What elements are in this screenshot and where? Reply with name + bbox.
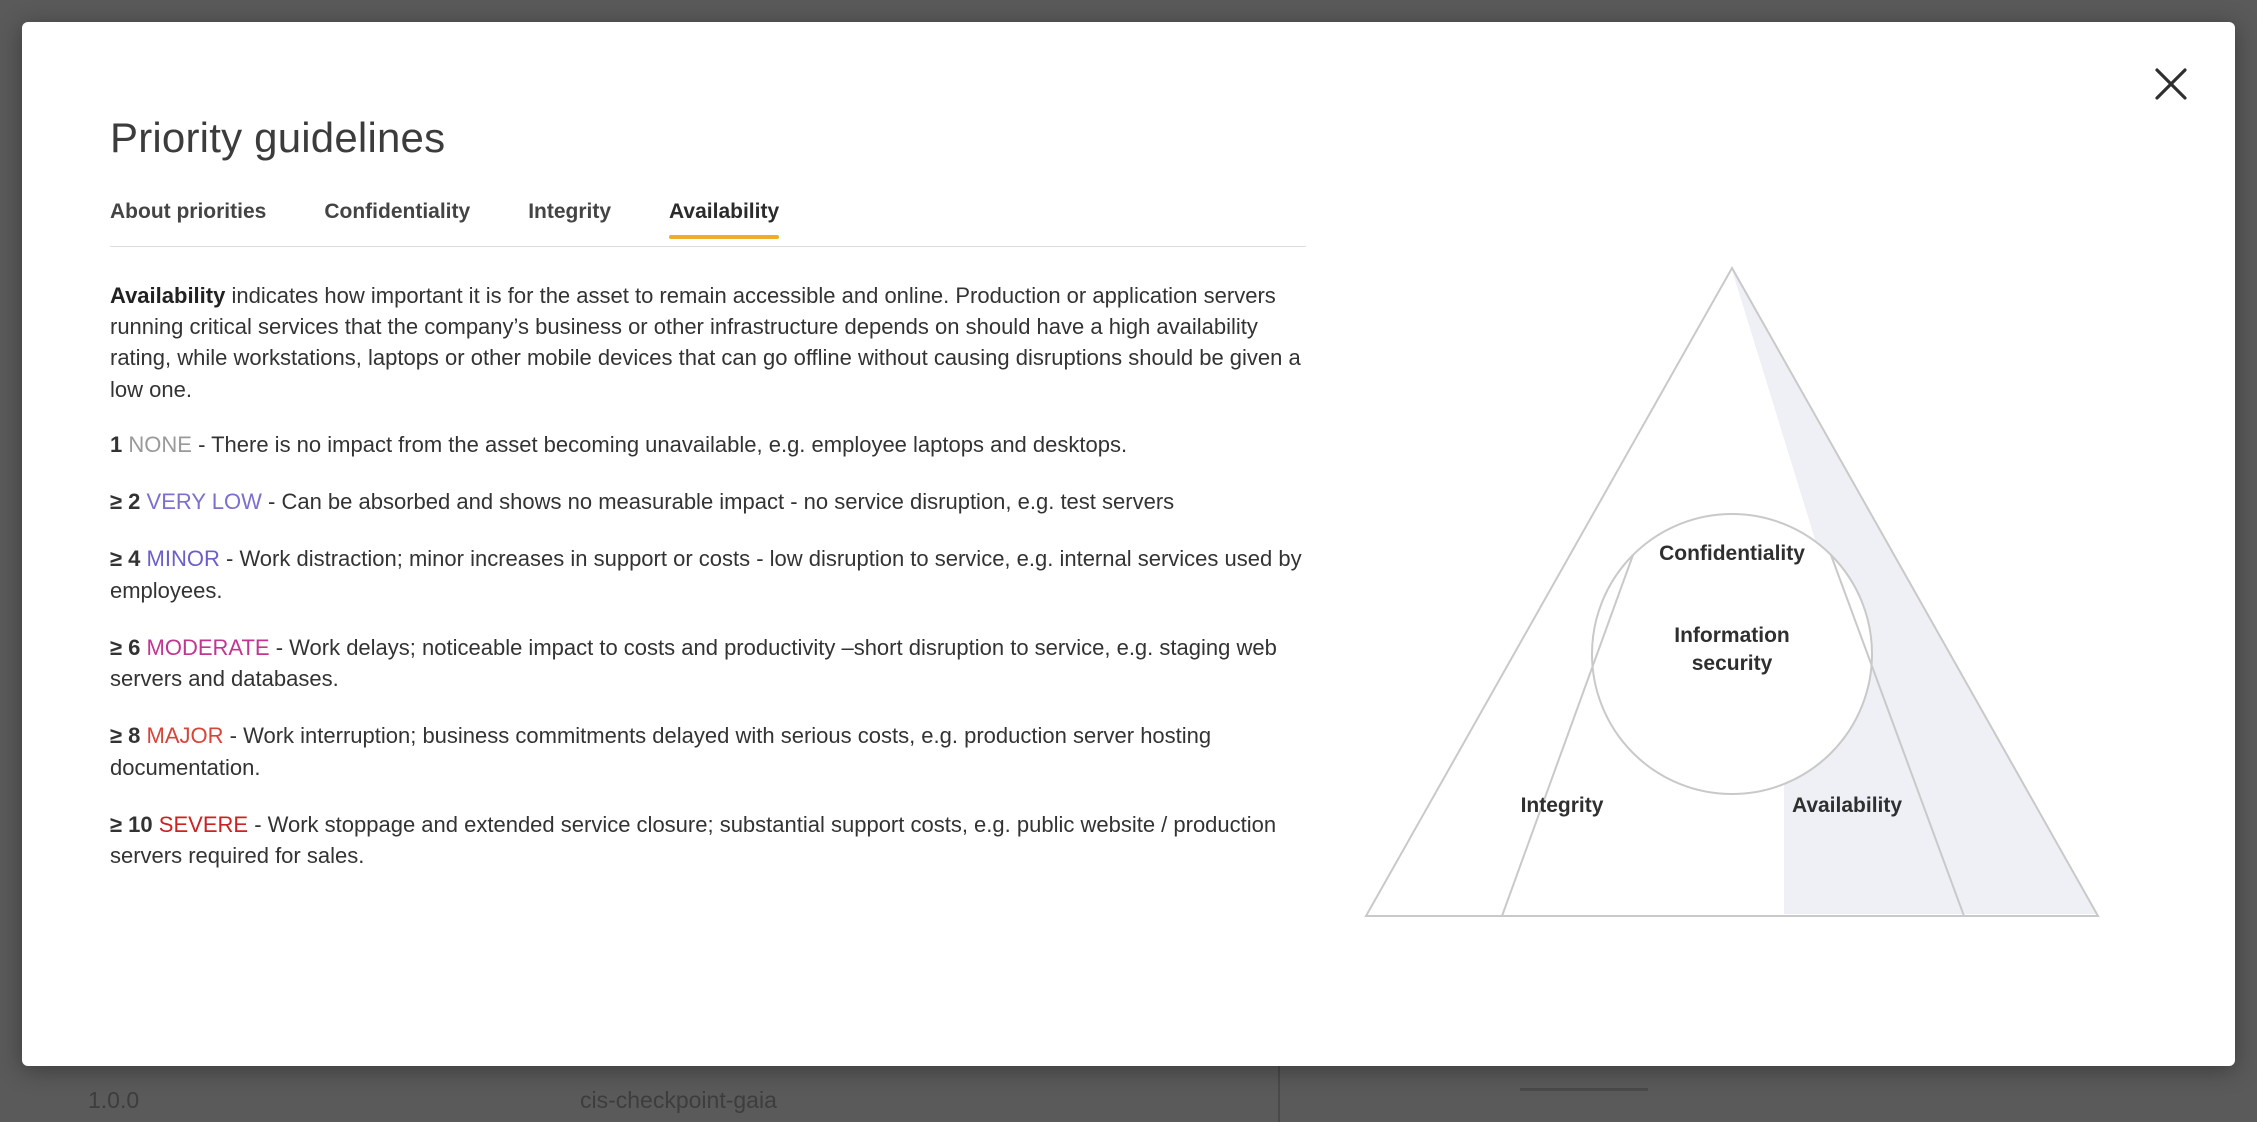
priority-level-minor-number: ≥ 4 xyxy=(110,546,141,572)
priority-level-major-desc: - Work interruption; business commitments delayed with serious costs, e.g. production server hosting documentation. xyxy=(110,723,1212,780)
priority-level-severe-desc: - Work stoppage and extended service closure; substantial support costs, e.g. public website / production servers required for sales. xyxy=(110,811,1277,869)
background-version-text: 1.0.0 xyxy=(88,1087,140,1113)
diagram-label-integrity: Integrity xyxy=(1520,794,1604,817)
tab-integrity[interactable]: Integrity xyxy=(528,200,612,223)
priority-guidelines-modal xyxy=(22,22,2235,1066)
priority-level-severe xyxy=(110,809,1310,871)
priority-level-moderate-label: MODERATE xyxy=(146,634,270,660)
cia-triad-diagram xyxy=(1352,252,2112,932)
background-divider xyxy=(1278,1064,1280,1122)
priority-level-very-low-label: VERY LOW xyxy=(146,489,262,515)
priority-level-major-label: MAJOR xyxy=(146,723,224,749)
priority-level-minor xyxy=(110,543,1310,605)
priority-level-major xyxy=(110,720,1310,782)
tab-about-priorities[interactable]: About priorities xyxy=(110,200,267,223)
priority-level-very-low-number: ≥ 2 xyxy=(110,489,141,515)
close-icon[interactable] xyxy=(2147,60,2195,108)
tab-panel-availability xyxy=(110,280,1310,897)
background-accent-line xyxy=(1520,1088,1648,1091)
priority-level-severe-number: ≥ 10 xyxy=(110,811,153,837)
priority-level-minor-label: MINOR xyxy=(146,546,220,572)
availability-intro-text: indicates how important it is for the asset to remain accessible and online. Production or application servers running critical services that the company’s business or other infrastructure depends on should have a high availability rating, while workstations, laptops or other mobile devices that can go offline without causing disruptions should be given a low one. xyxy=(110,283,1301,402)
diagram-label-availability: Availability xyxy=(1791,794,1903,817)
diagram-label-confidentiality: Confidentiality xyxy=(1659,542,1805,565)
priority-level-moderate-number: ≥ 6 xyxy=(110,634,141,660)
availability-intro xyxy=(110,280,1310,405)
priority-level-none xyxy=(110,429,1310,460)
priority-level-none-number: 1 xyxy=(110,431,123,457)
tab-availability[interactable]: Availability xyxy=(669,200,779,238)
priority-level-none-desc: - There is no impact from the asset becoming unavailable, e.g. employee laptops and desktops. xyxy=(198,431,1128,457)
availability-intro-lead: Availability xyxy=(110,283,226,308)
priority-level-moderate-desc: - Work delays; noticeable impact to costs and productivity –short disruption to service, e.g. staging web servers and databases. xyxy=(110,634,1277,692)
priority-level-major-number: ≥ 8 xyxy=(110,723,141,749)
priority-level-very-low xyxy=(110,486,1310,517)
tab-confidentiality[interactable]: Confidentiality xyxy=(324,200,471,223)
page-title: Priority guidelines xyxy=(110,114,446,161)
diagram-label-security: security xyxy=(1691,652,1773,675)
priority-level-very-low-desc: - Can be absorbed and shows no measurable impact - no service disruption, e.g. test servers xyxy=(268,489,1175,515)
tab-bar xyxy=(110,200,1306,247)
priority-level-severe-label: SEVERE xyxy=(158,811,249,837)
priority-level-minor-desc: - Work distraction; minor increases in support or costs - low disruption to service, e.g. internal services used by employees. xyxy=(110,546,1302,603)
background-item-text: cis-checkpoint-gaia xyxy=(580,1087,777,1113)
priority-level-moderate xyxy=(110,632,1310,694)
priority-level-none-label: NONE xyxy=(128,431,192,457)
diagram-label-information: Information xyxy=(1674,624,1790,647)
